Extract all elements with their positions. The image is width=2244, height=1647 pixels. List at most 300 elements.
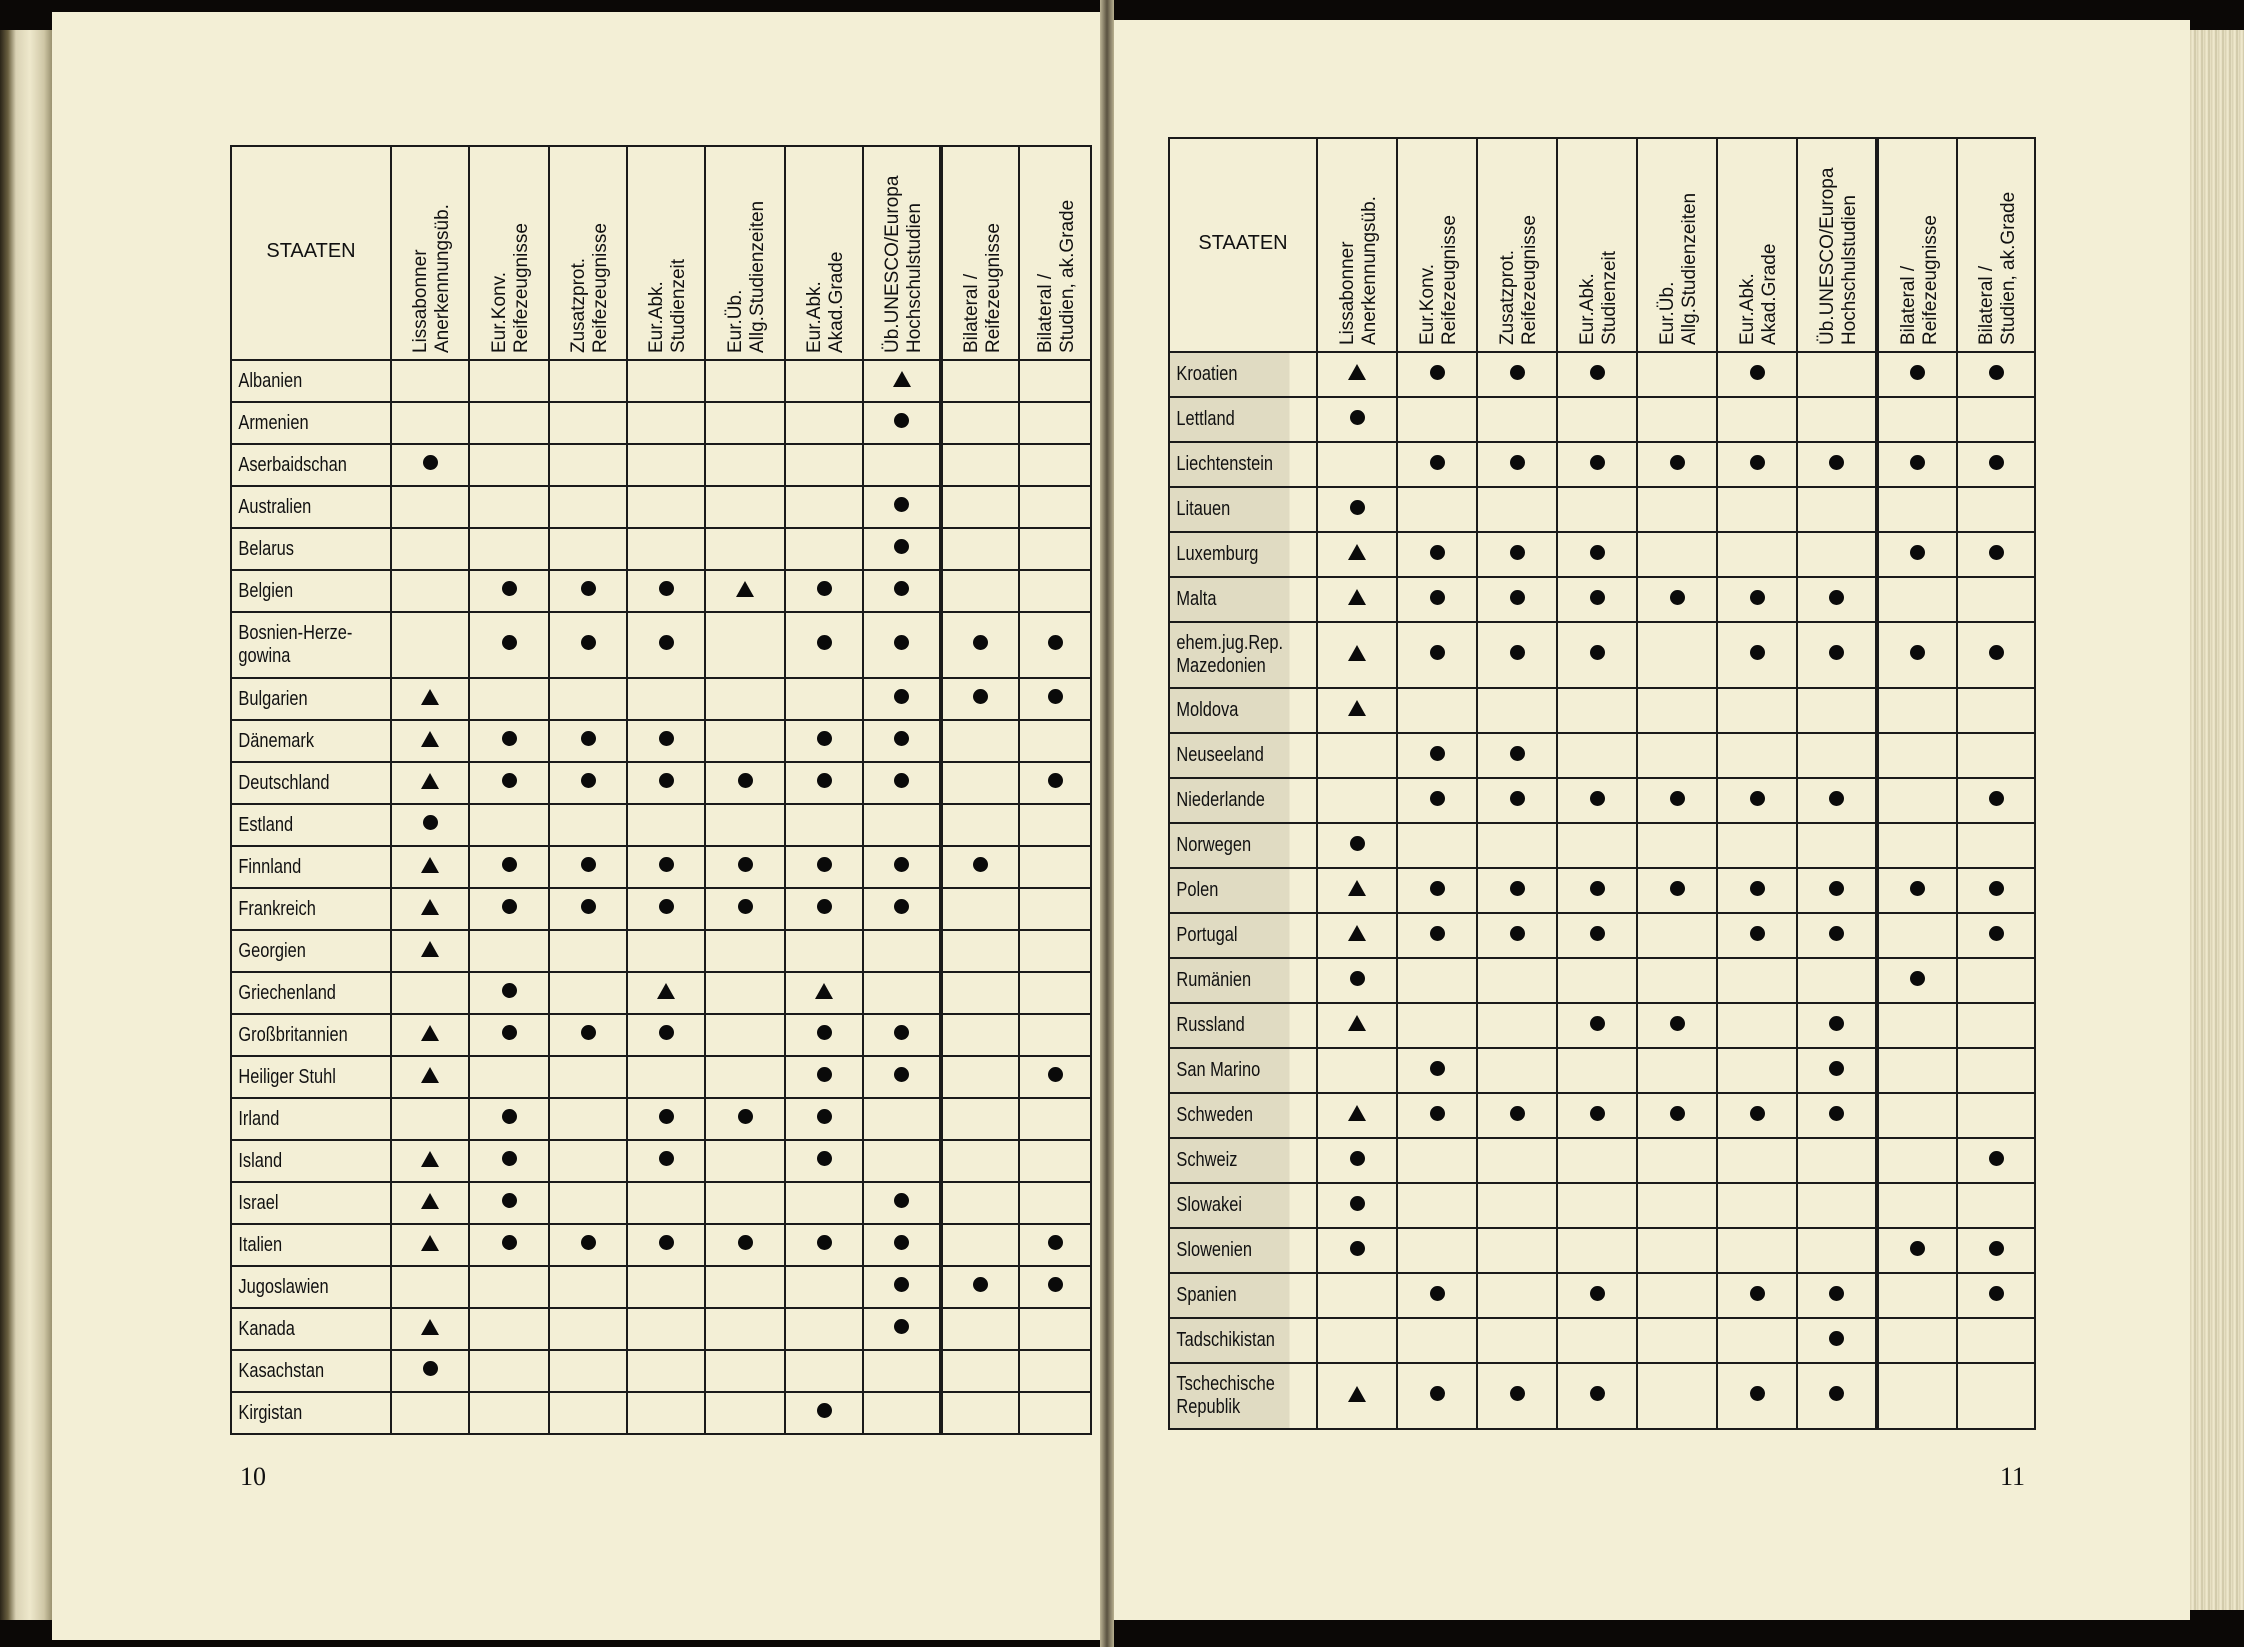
mark-cell: [1397, 1048, 1477, 1093]
mark-cell: [1477, 487, 1557, 532]
mark-cell: [469, 1350, 549, 1392]
mark-cell: [941, 1266, 1019, 1308]
mark-cell: [1397, 1318, 1477, 1363]
table-row: [231, 360, 1091, 402]
dot-mark: [502, 1193, 517, 1208]
mark-cell: [549, 1014, 627, 1056]
mark-cell: [705, 1308, 785, 1350]
mark-cell: [1557, 1273, 1637, 1318]
country-name: Albanien: [238, 369, 303, 392]
mark-cell: [1019, 528, 1091, 570]
dot-mark: [1430, 455, 1445, 470]
mark-cell: [549, 762, 627, 804]
mark-cell: [627, 570, 705, 612]
column-header-line: Hochschulstudien: [1838, 195, 1860, 345]
country-name: Australien: [238, 495, 312, 518]
mark-cell: [1877, 442, 1957, 487]
country-name: Polen: [1176, 879, 1219, 901]
column-header: [1397, 138, 1477, 352]
mark-cell: [1397, 1363, 1477, 1429]
mark-cell: [863, 678, 941, 720]
mark-cell: [863, 444, 941, 486]
country-name: Niederlande: [1176, 789, 1265, 811]
table-row: [231, 1014, 1091, 1056]
country-name: Mazedonien: [1176, 655, 1266, 677]
mark-cell: [1717, 1318, 1797, 1363]
mark-cell: [627, 678, 705, 720]
dot-mark: [502, 1151, 517, 1166]
dot-mark: [817, 1067, 832, 1082]
mark-cell: [1877, 823, 1957, 868]
country-name-cell: [1169, 1273, 1290, 1318]
mark-cell: [391, 1182, 469, 1224]
mark-cell: [1317, 1363, 1397, 1429]
mark-cell: [1397, 1138, 1477, 1183]
table-row: [1169, 868, 2035, 913]
mark-cell: [1317, 487, 1397, 532]
mark-cell: [705, 1056, 785, 1098]
dot-mark: [1910, 971, 1925, 986]
dot-mark: [1590, 1386, 1605, 1401]
mark-cell: [1019, 930, 1091, 972]
mark-cell: [391, 444, 469, 486]
mark-cell: [705, 1014, 785, 1056]
column-header-label: [1577, 251, 1621, 345]
column-header: [1797, 138, 1877, 352]
country-name: Litauen: [1176, 498, 1231, 520]
dot-mark: [1350, 410, 1365, 425]
mark-cell: [1317, 1048, 1397, 1093]
mark-cell: [1477, 1048, 1557, 1093]
mark-cell: [1019, 1224, 1091, 1266]
table-row: [231, 1140, 1091, 1182]
country-name-cell: [231, 612, 362, 678]
mark-cell: [1957, 1318, 2035, 1363]
mark-cell: [863, 888, 941, 930]
mark-cell: [1877, 487, 1957, 532]
dot-mark: [1670, 881, 1685, 896]
mark-cell: [1797, 1138, 1877, 1183]
dot-mark: [817, 1235, 832, 1250]
mark-cell: [863, 1266, 941, 1308]
mark-cell: [1317, 622, 1397, 688]
column-header-line: Allg.Studienzeiten: [747, 200, 768, 353]
dot-mark: [973, 689, 988, 704]
right-page-table: [1168, 137, 2036, 1430]
mark-cell: [549, 1308, 627, 1350]
dot-mark: [1510, 1106, 1525, 1121]
country-name-cell: [231, 762, 362, 804]
dot-mark: [423, 455, 438, 470]
mark-cell: [1637, 1363, 1717, 1429]
mark-cell: [1317, 1138, 1397, 1183]
mark-cell: [941, 1308, 1019, 1350]
mark-cell: [705, 678, 785, 720]
dot-mark: [502, 773, 517, 788]
mark-cell: [1797, 958, 1877, 1003]
dot-mark: [1910, 545, 1925, 560]
triangle-mark: [421, 899, 439, 915]
mark-cell: [1477, 1138, 1557, 1183]
dot-mark: [738, 1109, 753, 1124]
mark-cell: [1317, 1183, 1397, 1228]
dot-mark: [502, 899, 517, 914]
mark-cell: [1797, 868, 1877, 913]
table-row: [231, 1056, 1091, 1098]
mark-cell: [1717, 442, 1797, 487]
mark-cell: [1637, 1183, 1717, 1228]
mark-cell: [1957, 1138, 2035, 1183]
dot-mark: [581, 1025, 596, 1040]
dot-mark: [1670, 791, 1685, 806]
dot-mark: [1750, 881, 1765, 896]
mark-cell: [1797, 1048, 1877, 1093]
book-edge-left: [0, 30, 52, 1620]
dot-mark: [1750, 1386, 1765, 1401]
table-row: [231, 762, 1091, 804]
mark-cell: [1797, 1228, 1877, 1273]
country-name: Kirgistan: [238, 1401, 303, 1424]
mark-cell: [1557, 1003, 1637, 1048]
mark-cell: [863, 402, 941, 444]
mark-cell: [391, 528, 469, 570]
mark-cell: [469, 1392, 549, 1434]
dot-mark: [894, 1193, 909, 1208]
dot-mark: [581, 773, 596, 788]
mark-cell: [941, 1224, 1019, 1266]
country-name-cell: [1169, 1003, 1290, 1048]
mark-cell: [1019, 444, 1091, 486]
mark-cell: [1717, 868, 1797, 913]
mark-cell: [1019, 804, 1091, 846]
table-row: [1169, 1138, 2035, 1183]
dot-mark: [894, 1235, 909, 1250]
country-name: Georgien: [238, 939, 306, 962]
mark-cell: [785, 1350, 863, 1392]
country-name: Norwegen: [1176, 834, 1252, 856]
triangle-mark: [1348, 880, 1366, 896]
mark-cell: [1557, 868, 1637, 913]
dot-mark: [894, 689, 909, 704]
table-row: [1169, 1183, 2035, 1228]
column-header-line: Studienzeit: [668, 258, 689, 353]
dot-mark: [1430, 1061, 1445, 1076]
dot-mark: [1510, 746, 1525, 761]
country-name-cell: [231, 1014, 362, 1056]
mark-cell: [1797, 688, 1877, 733]
country-name: Bulgarien: [238, 687, 308, 710]
mark-cell: [1717, 1228, 1797, 1273]
dot-mark: [817, 731, 832, 746]
header-row: [231, 146, 1091, 360]
mark-cell: [469, 1014, 549, 1056]
mark-cell: [469, 846, 549, 888]
mark-cell: [1877, 1363, 1957, 1429]
mark-cell: [1637, 778, 1717, 823]
dot-mark: [423, 815, 438, 830]
dot-mark: [1430, 590, 1445, 605]
dot-mark: [1430, 746, 1445, 761]
mark-cell: [705, 570, 785, 612]
dot-mark: [1590, 1286, 1605, 1301]
mark-cell: [863, 1014, 941, 1056]
mark-cell: [1877, 532, 1957, 577]
mark-cell: [1557, 733, 1637, 778]
mark-cell: [391, 762, 469, 804]
header-staaten: STAATEN: [1169, 138, 1317, 352]
mark-cell: [469, 1140, 549, 1182]
mark-cell: [1637, 868, 1717, 913]
mark-cell: [785, 1392, 863, 1434]
dot-mark: [1910, 455, 1925, 470]
mark-cell: [1877, 352, 1957, 397]
dot-mark: [1829, 926, 1844, 941]
mark-cell: [705, 720, 785, 762]
mark-cell: [1957, 688, 2035, 733]
country-name-cell: [1169, 958, 1290, 1003]
mark-cell: [941, 444, 1019, 486]
table-row: [1169, 1363, 2035, 1429]
triangle-mark: [421, 1193, 439, 1209]
mark-cell: [1797, 1003, 1877, 1048]
mark-cell: [1477, 532, 1557, 577]
mark-cell: [1019, 972, 1091, 1014]
dot-mark: [659, 581, 674, 596]
column-header-line: Eur.Konv.: [489, 272, 510, 353]
dot-mark: [1510, 365, 1525, 380]
country-name: Spanien: [1176, 1284, 1237, 1306]
column-header: [1019, 146, 1091, 360]
mark-cell: [469, 888, 549, 930]
dot-mark: [502, 1109, 517, 1124]
mark-cell: [1877, 868, 1957, 913]
mark-cell: [863, 1224, 941, 1266]
mark-cell: [785, 972, 863, 1014]
mark-cell: [627, 972, 705, 1014]
column-header: [1957, 138, 2035, 352]
mark-cell: [1877, 1318, 1957, 1363]
mark-cell: [1317, 958, 1397, 1003]
mark-cell: [785, 1014, 863, 1056]
mark-cell: [627, 1182, 705, 1224]
mark-cell: [1019, 1056, 1091, 1098]
mark-cell: [1877, 1138, 1957, 1183]
mark-cell: [785, 570, 863, 612]
country-name: Bosnien-Herze-: [238, 622, 353, 644]
mark-cell: [1019, 360, 1091, 402]
mark-cell: [941, 678, 1019, 720]
mark-cell: [1797, 487, 1877, 532]
mark-cell: [1317, 1003, 1397, 1048]
country-name-cell: [231, 402, 362, 444]
mark-cell: [1797, 1273, 1877, 1318]
mark-cell: [1717, 688, 1797, 733]
mark-cell: [627, 360, 705, 402]
column-header-line: Anerkennungsüb.: [432, 204, 453, 353]
dot-mark: [502, 857, 517, 872]
mark-cell: [469, 1266, 549, 1308]
table-row: [231, 678, 1091, 720]
country-name: Belarus: [238, 537, 294, 560]
mark-cell: [391, 570, 469, 612]
table-row: [1169, 1048, 2035, 1093]
mark-cell: [549, 612, 627, 678]
column-header-label: [410, 204, 454, 353]
column-header: [785, 146, 863, 360]
mark-cell: [549, 528, 627, 570]
mark-cell: [1637, 733, 1717, 778]
country-name: Dänemark: [238, 729, 315, 752]
mark-cell: [863, 762, 941, 804]
table-row: [231, 612, 1091, 678]
dot-mark: [1510, 926, 1525, 941]
triangle-mark: [421, 1151, 439, 1167]
country-name-cell: [231, 1308, 362, 1350]
dot-mark: [659, 731, 674, 746]
table-row: [231, 888, 1091, 930]
mark-cell: [1717, 397, 1797, 442]
dot-mark: [1829, 1386, 1844, 1401]
dot-mark: [817, 1025, 832, 1040]
dot-mark: [1590, 365, 1605, 380]
dot-mark: [894, 635, 909, 650]
mark-cell: [785, 528, 863, 570]
triangle-mark: [421, 1067, 439, 1083]
mark-cell: [1317, 1318, 1397, 1363]
mark-cell: [1019, 1266, 1091, 1308]
mark-cell: [469, 486, 549, 528]
mark-cell: [1797, 823, 1877, 868]
mark-cell: [1397, 913, 1477, 958]
mark-cell: [863, 1056, 941, 1098]
mark-cell: [1019, 846, 1091, 888]
mark-cell: [941, 1350, 1019, 1392]
dot-mark: [1989, 645, 2004, 660]
mark-cell: [1557, 622, 1637, 688]
mark-cell: [627, 888, 705, 930]
column-header-line: Studien, ak.Grade: [1057, 199, 1078, 353]
country-name: Schweden: [1176, 1104, 1253, 1126]
dot-mark: [1590, 645, 1605, 660]
mark-cell: [1877, 1048, 1957, 1093]
mark-cell: [941, 570, 1019, 612]
country-name: Jugoslawien: [238, 1275, 329, 1298]
dot-mark: [1750, 365, 1765, 380]
mark-cell: [863, 804, 941, 846]
dot-mark: [1750, 590, 1765, 605]
column-header: [549, 146, 627, 360]
mark-cell: [785, 762, 863, 804]
mark-cell: [1797, 577, 1877, 622]
dot-mark: [1829, 455, 1844, 470]
mark-cell: [705, 486, 785, 528]
country-name: Belgien: [238, 579, 294, 602]
dot-mark: [738, 857, 753, 872]
mark-cell: [863, 360, 941, 402]
column-header-line: Akad.Grade: [1759, 243, 1780, 345]
country-name: Slowakei: [1176, 1194, 1243, 1216]
mark-cell: [1557, 1363, 1637, 1429]
mark-cell: [1797, 397, 1877, 442]
mark-cell: [549, 360, 627, 402]
column-header-label: [1737, 244, 1781, 345]
country-name-cell: [231, 972, 362, 1014]
country-name: Heiliger Stuhl: [238, 1065, 336, 1088]
dot-mark: [894, 413, 909, 428]
mark-cell: [1397, 397, 1477, 442]
mark-cell: [1637, 958, 1717, 1003]
dot-mark: [1829, 645, 1844, 660]
dot-mark: [502, 1025, 517, 1040]
mark-cell: [1397, 868, 1477, 913]
dot-mark: [423, 1361, 438, 1376]
column-header-label: [489, 223, 533, 353]
table-row: [1169, 577, 2035, 622]
mark-cell: [1957, 1363, 2035, 1429]
dot-mark: [817, 1151, 832, 1166]
dot-mark: [1048, 689, 1063, 704]
dot-mark: [1989, 365, 2004, 380]
mark-cell: [785, 1224, 863, 1266]
mark-cell: [863, 1182, 941, 1224]
mark-cell: [627, 1392, 705, 1434]
mark-cell: [941, 360, 1019, 402]
mark-cell: [1397, 577, 1477, 622]
mark-cell: [863, 1308, 941, 1350]
mark-cell: [1557, 1228, 1637, 1273]
dot-mark: [502, 635, 517, 650]
country-name: Republik: [1176, 1396, 1241, 1418]
mark-cell: [469, 444, 549, 486]
mark-cell: [1557, 823, 1637, 868]
dot-mark: [894, 1067, 909, 1082]
mark-cell: [1557, 397, 1637, 442]
mark-cell: [1797, 1363, 1877, 1429]
dot-mark: [1670, 590, 1685, 605]
mark-cell: [1397, 823, 1477, 868]
country-name-cell: [1169, 733, 1290, 778]
mark-cell: [785, 930, 863, 972]
mark-cell: [785, 804, 863, 846]
country-name: Neuseeland: [1176, 744, 1264, 766]
page-number-right: 11: [2000, 1462, 2026, 1491]
mark-cell: [785, 402, 863, 444]
country-name: Aserbaidschan: [238, 453, 347, 476]
table-row: [1169, 1228, 2035, 1273]
dot-mark: [894, 857, 909, 872]
mark-cell: [705, 888, 785, 930]
mark-cell: [1397, 688, 1477, 733]
dot-mark: [1510, 791, 1525, 806]
column-header-line: Eur.Abk.: [804, 281, 825, 353]
dot-mark: [1510, 645, 1525, 660]
column-header: [1557, 138, 1637, 352]
dot-mark: [1590, 1106, 1605, 1121]
mark-cell: [941, 402, 1019, 444]
dot-mark: [1510, 455, 1525, 470]
table-row: [231, 720, 1091, 762]
mark-cell: [1397, 1273, 1477, 1318]
mark-cell: [1877, 688, 1957, 733]
country-name: Griechenland: [238, 981, 336, 1004]
mark-cell: [549, 570, 627, 612]
dot-mark: [581, 635, 596, 650]
mark-cell: [1877, 1003, 1957, 1048]
dot-mark: [1989, 545, 2004, 560]
country-name-cell: [1169, 778, 1290, 823]
table-row: [231, 1392, 1091, 1434]
country-name: Estland: [238, 813, 294, 836]
